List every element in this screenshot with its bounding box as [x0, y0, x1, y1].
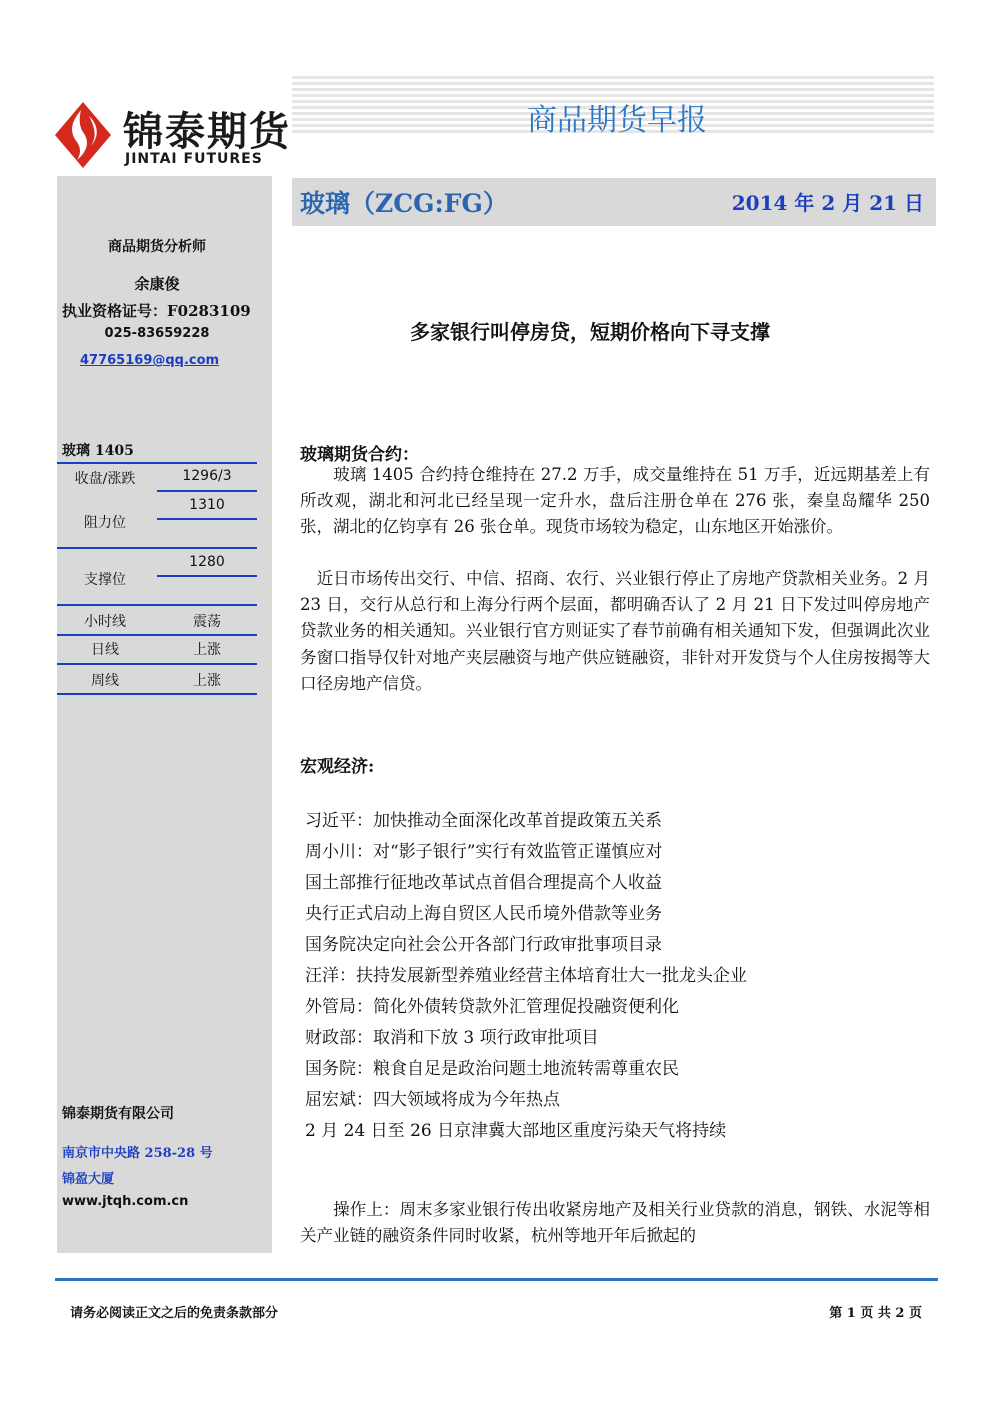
news-item: 汪洋：扶持发展新型养殖业经营主体培育壮大一批龙头企业 — [305, 966, 747, 986]
table-divider — [57, 547, 257, 549]
row-resistance-label: 阻力位 — [84, 515, 126, 531]
section-macro-title: 宏观经济: — [300, 757, 375, 777]
row-daily-label: 日线 — [91, 642, 119, 658]
row-hourly-value: 震荡 — [193, 614, 221, 630]
analyst-role: 商品期货分析师 — [108, 239, 206, 255]
report-date: 2014 年 2 月 21 日 — [731, 191, 924, 215]
table-divider — [157, 575, 257, 577]
footer-divider — [55, 1278, 938, 1281]
row-support-value: 1280 — [189, 554, 225, 570]
table-divider — [57, 634, 257, 636]
row-hourly-label: 小时线 — [84, 614, 126, 630]
news-item: 屈宏斌：四大领域将成为今年热点 — [305, 1090, 560, 1110]
news-item: 国土部推行征地改革试点首倡合理提高个人收益 — [305, 873, 662, 893]
logo-english-name: JINTAI FUTURES — [125, 151, 263, 167]
news-item: 国务院：粮食自足是政治问题土地流转需尊重农民 — [305, 1059, 679, 1079]
company-logo — [55, 100, 291, 175]
table-divider — [57, 693, 257, 695]
futures-paragraph-2: 近日市场传出交行、中信、招商、农行、兴业银行停止了房地产贷款相关业务。2 月 23 日，交行从总行和上海分行两个层面，都明确否认了 2 月 21 日下发过叫停房地产贷款业务的相关通知。兴业银行官方则证实了春节前确有相关通知下发，但强调此次业务窗口指导仅针对地产夹层融资与地产供应链融资，非针对开发贷与个人住房按揭等大口径房地产信贷。 — [300, 569, 930, 693]
row-weekly-label: 周线 — [91, 673, 119, 689]
headline: 多家银行叫停房贷，短期价格向下寻支撑 — [410, 320, 770, 344]
company-name: 锦泰期货有限公司 — [62, 1106, 174, 1122]
row-close-value: 1296/3 — [182, 468, 232, 484]
disclaimer-note: 请务必阅读正文之后的免责条款部分 — [70, 1306, 279, 1321]
page-number: 第 1 页 共 2 页 — [829, 1306, 922, 1321]
product-title: 玻璃（ZCG:FG） — [300, 189, 508, 218]
news-item: 国务院决定向社会公开各部门行政审批事项目录 — [305, 935, 662, 955]
analyst-phone: 025-83659228 — [104, 326, 210, 341]
row-close-label: 收盘/涨跌 — [74, 471, 136, 487]
row-weekly-value: 上涨 — [193, 673, 221, 689]
row-resistance-value: 1310 — [189, 497, 225, 513]
table-divider — [57, 663, 257, 665]
news-item: 央行正式启动上海自贸区人民币境外借款等业务 — [305, 904, 662, 924]
news-item: 外管局：简化外债转贷款外汇管理促投融资便利化 — [305, 997, 679, 1017]
section-futures-title: 玻璃期货合约： — [300, 445, 419, 465]
company-website-link[interactable]: www.jtqh.com.cn — [62, 1194, 189, 1209]
table-divider — [57, 604, 257, 606]
table-divider — [157, 518, 257, 520]
news-item: 习近平：加快推动全面深化改革首提政策五关系 — [305, 811, 662, 831]
table-divider — [57, 462, 257, 464]
logo-chinese-name: 锦泰期货 — [123, 109, 291, 155]
futures-paragraph-1: 玻璃 1405 合约持仓维持在 27.2 万手，成交量维持在 51 万手，近远期基差上有所改观，湖北和河北已经呈现一定升水，盘后注册仓单在 276 张，秦皇岛耀华 250 张，湖北的亿钧享有 26 张仓单。现货市场较为稳定，山东地区开始涨价。 — [300, 465, 930, 537]
analyst-email-link[interactable]: 47765169@qq.com — [80, 353, 220, 368]
table-divider — [157, 490, 257, 492]
analyst-name: 余康俊 — [134, 275, 180, 293]
contract-name: 玻璃 1405 — [62, 443, 134, 459]
operation-paragraph: 操作上：周末多家业银行传出收紧房地产及相关行业贷款的消息，钢铁、水泥等相关产业链的融资条件同时收紧，杭州等地开年后掀起的 — [300, 1200, 930, 1246]
company-building: 锦盈大厦 — [62, 1172, 115, 1187]
row-daily-value: 上涨 — [193, 642, 221, 658]
news-item: 财政部：取消和下放 3 项行政审批项目 — [305, 1028, 599, 1048]
company-address: 南京市中央路 258-28 号 — [62, 1146, 213, 1161]
news-item: 周小川：对“影子银行”实行有效监管正谨慎应对 — [305, 842, 663, 862]
news-item: 2 月 24 日至 26 日京津冀大部地区重度污染天气将持续 — [305, 1121, 727, 1141]
jintai-logo-icon — [55, 102, 111, 168]
license-number: 执业资格证号：F0283109 — [62, 302, 251, 320]
row-support-label: 支撑位 — [84, 572, 126, 588]
report-type-title: 商品期货早报 — [527, 103, 707, 138]
